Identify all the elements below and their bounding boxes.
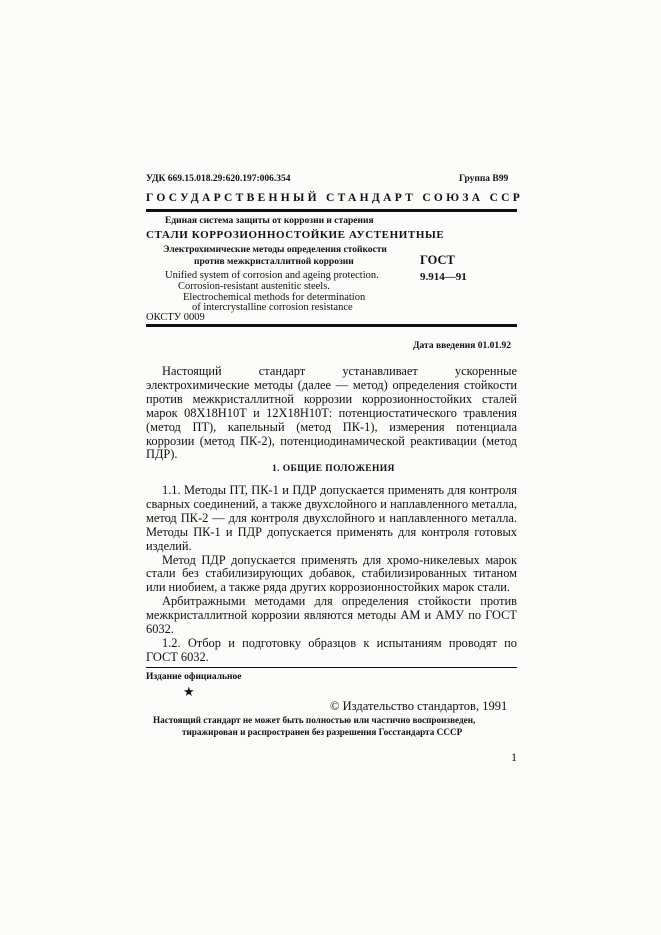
introduction-date: Дата введения 01.01.92 <box>413 341 512 351</box>
footer-rule <box>146 667 517 668</box>
copyright-line: © Издательство стандартов, 1991 <box>330 699 508 713</box>
reproduction-notice-line-2: тиражирован и распространен без разрешения Госстандарта СССР <box>182 727 463 737</box>
state-standard-heading: ГОСУДАРСТВЕННЫЙ СТАНДАРТ СОЮЗА ССР <box>146 192 524 204</box>
gost-label: ГОСТ <box>420 253 455 267</box>
udk-code: УДК 669.15.018.29:620.197:006.354 <box>146 174 291 184</box>
subtitle-line-2: против межкристаллитной коррозии <box>194 257 354 267</box>
english-line-1: Unified system of corrosion and ageing protection. <box>165 270 379 281</box>
system-line: Единая система защиты от коррозии и старения <box>165 216 374 226</box>
english-line-3: Electrochemical methods for determination <box>183 292 366 303</box>
english-line-2: Corrosion-resistant austenitic steels. <box>178 281 330 292</box>
title-bottom-rule <box>146 324 517 327</box>
clause-1-1-arbitration: Арбитражными методами для определения стойкости против межкристаллитной коррозии являются методы АМ и АМУ по ГОСТ 6032. <box>146 594 517 637</box>
main-title: СТАЛИ КОРРОЗИОННОСТОЙКИЕ АУСТЕНИТНЫЕ <box>146 229 445 241</box>
clause-1-2: 1.2. Отбор и подготовку образцов к испытаниям проводят по ГОСТ 6032. <box>146 635 517 664</box>
reproduction-notice-line-1: Настоящий стандарт не может быть полностью или частично воспроизведен, <box>153 715 476 725</box>
group-code: Группа В99 <box>459 174 509 184</box>
page-number: 1 <box>511 750 517 764</box>
gost-number: 9.914—91 <box>420 271 467 283</box>
intro-text: Настоящий стандарт устанавливает ускоренные электрохимические методы (далее — метод) определения стойкости против межкристаллитной коррозии коррозионностойких сталей марок 08Х18Н10Т и 12Х18Н10Т: потенциостатического травления (метод ПТ), капельный (метод ПК-1), измерения потенциала коррозии (метод ПК-2), потенциодинамической реактивации (метод ПДР). <box>146 364 517 462</box>
section-body <box>146 484 517 665</box>
subtitle-line-1: Электрохимические методы определения стойкости <box>163 245 387 255</box>
clause-1-1: 1.1. Методы ПТ, ПК-1 и ПДР допускается применять для контроля сварных соединений, а также двухслойного и наплавленного металла, метод ПК-2 — для контроля двухслойного и наплавленного металла. Методы ПК-1 и ПДР допускается применять для контроля готовых изделий. <box>146 483 517 553</box>
section-heading: 1. ОБЩИЕ ПОЛОЖЕНИЯ <box>272 464 395 474</box>
star-icon: ★ <box>183 684 195 699</box>
official-edition-label: Издание официальное <box>146 672 242 682</box>
clause-1-1-pdr: Метод ПДР допускается применять для хромо-никелевых марок стали без стабилизирующих добавок, стабилизированных титаном или ниобием, а также ряда других коррозионностойких марок стали. <box>146 552 517 595</box>
okstu-code: ОКСТУ 0009 <box>146 312 205 323</box>
english-line-4: of intercrystalline corrosion resistance <box>192 302 353 313</box>
intro-paragraph <box>146 365 517 462</box>
top-rule <box>146 209 517 212</box>
